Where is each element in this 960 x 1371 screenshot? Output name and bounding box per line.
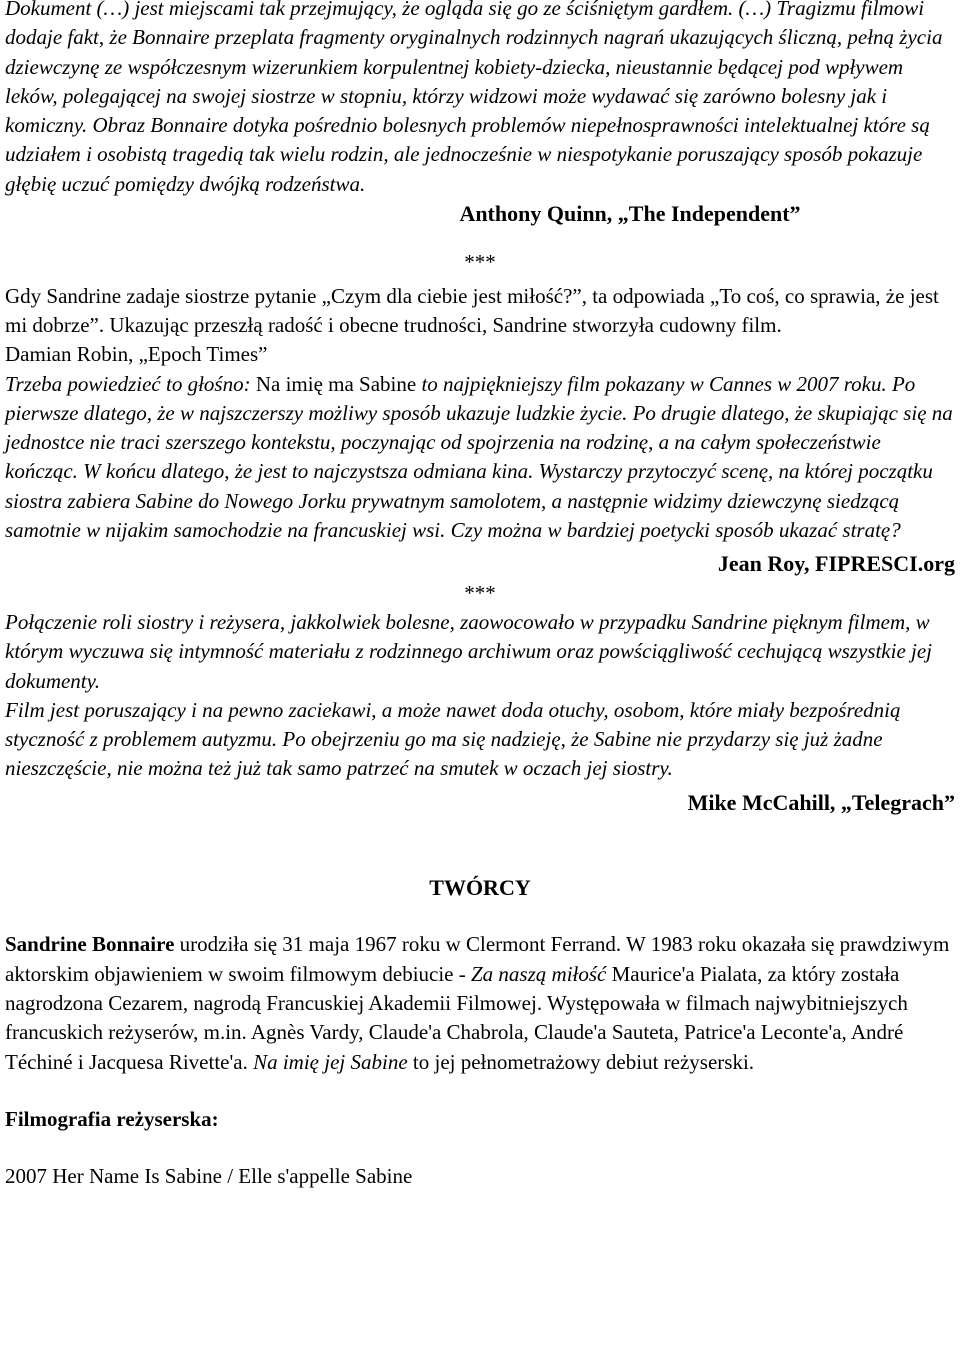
review-robin-body: Gdy Sandrine zadaje siostrze pytanie „Czym dla ciebie jest miłość?”, ta odpowiada „To coś, co sprawia, że jest mi dobrze”. Ukazując przeszłą radość i obecne trudności, Sandrine stworzyła cudowny film. [5,283,939,337]
review-roy-text [5,370,955,546]
separator-stars: *** [464,580,496,605]
spacer [5,1077,955,1105]
review-robin-text [5,282,955,341]
review-roy-body: to najpiękniejszy film pokazany w Cannes w 2007 roku. Po pierwsze dlatego, że w najszczerszy możliwy sposób ukazuje ludzkie życie. Po drugie dlatego, że skupiając się na jednostce nie traci szerszego kontekstu, poczynając od spojrzenia na rodzinę, a na całym społeczeństwie kończąc. W końcu dlatego, że jest to najczystsza odmiana kina. Wystarczy przytoczyć scenę, na której początku siostra zabiera Sabine do Nowego Jorku prywatnym samolotem, a następnie widzimy dziewczynę siedzącą samotnie w nijakim samochodzie na francuskiej wsi. Czy można w bardziej poetycki sposób ukazać stratę? [5,371,953,543]
review-quinn-text: Dokument (…) jest miejscami tak przejmujący, że ogląda się go ze ściśniętym gardłem. (…) Tragizmu filmowi dodaje fakt, że Bonnaire przeplata fragmenty oryginalnych rodzinnych nagrań ukazujących śliczną, pełną życia dziewczynę ze współczesnym wizerunkiem korpulentnej kobiety-dziecka, nieustannie będącej pod wpływem leków, polegającej na swojej siostrze w stopniu, którzy widzowi może wydawać się zarówno bolesny jak i komiczny. Obraz Bonnaire dotyka pośrednio bolesnych problemów niepełnosprawności intelektualnej które są udziałem i osobistą tragedią tak wielu rodzin, ale jednocześnie w niespotykanie poruszający sposób pokazuje głębię uczuć pomiędzy dwójką rodzeństwa. [5,0,943,196]
spacer [5,228,955,248]
review-mccahill-author: Mike McCahill, „Telegrach” [687,789,955,815]
creator-bio [5,930,955,1076]
section-heading-creators: TWÓRCY [429,875,531,901]
review-robin-author: Damian Robin, „Epoch Times” [5,342,268,367]
spacer [5,1134,955,1162]
review-roy-author: Jean Roy, FIPRESCI.org [717,551,955,577]
debut-film-title: Za naszą miłość [471,961,607,986]
creator-bio-part1: urodziła się 31 maja 1967 roku w Clermont Ferrand. W 1983 roku okazała się prawdziwym aktorskim objawieniem w swoim filmowym debiucie - [5,932,950,986]
separator-stars: *** [464,250,496,275]
document-page [5,0,955,1191]
spacer [5,817,955,873]
filmography-entry: 2007 Her Name Is Sabine / Elle s'appelle Sabine [5,1164,413,1189]
review-roy-lead: Trzeba powiedzieć to głośno: [5,371,251,396]
review-roy-film-title: Na imię ma Sabine [255,371,417,396]
review-mccahill-para2: Film jest poruszający i na pewno zaciekawi, a może nawet doda otuchy, osobom, które miały bezpośrednią styczność z problemem autyzmu. Po obejrzeniu go ma się nadzieję, że Sabine nie przydarzy się już żadne nieszczęście, nie można też już tak samo patrzeć na smutek w oczach jej siostry. [5,697,901,781]
filmography-heading: Filmografia reżyserska: [5,1106,219,1131]
creator-name: Sandrine Bonnaire [5,932,175,957]
review-quinn-author: Anthony Quinn, „The Independent” [459,201,801,227]
review-mccahill-para1: Połączenie roli siostry i reżysera, jakkolwiek bolesne, zaowocowało w przypadku Sandrine pięknym filmem, w którym wyczuwa się intymność materiału z rodzinnego archiwum oraz powściągliwość cechującą wszystkie jej dokumenty. [5,609,933,693]
spacer [5,902,955,930]
creator-bio-part3: to jej pełnometrażowy debiut reżyserski. [412,1049,755,1074]
directed-film-title: Na imię jej Sabine [253,1049,408,1074]
creator-bio-part2: Maurice'a Pialata, za który została nagrodzona Cezarem, nagrodą Francuskiej Akademii Filmowej. Występowała w filmach najwybitniejszych francuskich reżyserów, m.in. Agnès Vardy, Claude'a Chabrola, Claude'a Sauteta, Patrice'a Leconte'a, André Téchiné i Jacquesa Rivette'a. [5,961,908,1074]
